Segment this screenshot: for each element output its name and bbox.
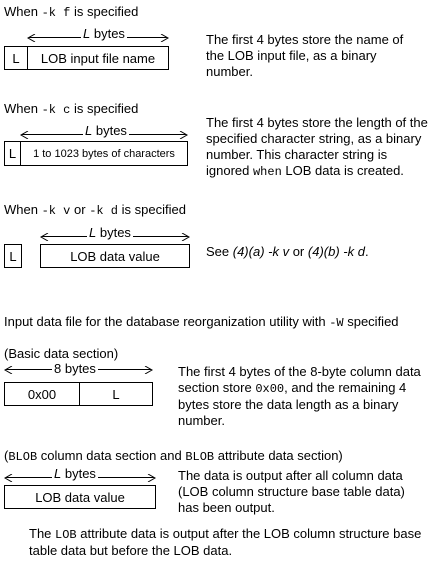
length-label-k-v-d: L bytes bbox=[89, 225, 131, 240]
desc-blob: The data is output after all column data (LOB column structure base table data) has been output. bbox=[178, 468, 405, 515]
heading-k-f-pre: When bbox=[4, 4, 42, 19]
reference-k-d: (4)(b) -k d bbox=[307, 244, 365, 259]
desc-basic: The first 4 bytes of the 8-byte column data section store 0x00, and the remaining 4 bytes store the data length as a binary number. bbox=[178, 364, 421, 428]
basic-cell-length: L bbox=[79, 382, 153, 406]
heading-reorg-utility: Input data file for the database reorganization utility with -W specified bbox=[4, 314, 399, 330]
heading-basic-data-section: (Basic data section) bbox=[4, 346, 119, 361]
heading-blob-code-1: BLOB bbox=[8, 450, 38, 464]
basic-cell-0x00: 0x00 bbox=[4, 382, 80, 406]
length-label-k-c: L bytes bbox=[85, 123, 127, 138]
heading-k-f-code: -k f bbox=[41, 6, 71, 20]
heading-k-c bbox=[4, 101, 138, 118]
reference-k-v: (4)(a) -k v bbox=[232, 244, 290, 259]
length-field-box: L bbox=[4, 244, 22, 268]
heading-blob-code-2: BLOB bbox=[185, 450, 215, 464]
length-label-blob: L bytes bbox=[54, 466, 96, 481]
lob-input-file-name-box: LOB input file name bbox=[27, 46, 169, 70]
length-label-k-f: L bytes bbox=[83, 26, 125, 41]
heading-code-k-v: -k v bbox=[41, 204, 71, 218]
heading-k-c-pre: When bbox=[4, 101, 42, 116]
footer-code-lob: LOB bbox=[55, 528, 77, 542]
lob-data-value-box: LOB data value bbox=[40, 244, 190, 268]
length-label-basic: 8 bytes bbox=[54, 361, 96, 376]
desc-k-f: The first 4 bytes store the name of the LOB input file, as a binary number. bbox=[206, 32, 404, 79]
heading-reorg-code: -W bbox=[329, 316, 344, 330]
heading-k-v-d: When -k v or -k d is specified bbox=[4, 202, 186, 218]
heading-k-c-code: -k c bbox=[41, 103, 71, 117]
heading-k-f bbox=[4, 4, 138, 21]
heading-k-c-post: is specified bbox=[70, 101, 139, 116]
footer-note: The LOB attribute data is output after the LOB column structure base table data but before the LOB data. bbox=[29, 526, 422, 558]
length-field-box: L bbox=[4, 46, 28, 70]
character-string-box: 1 to 1023 bytes of characters bbox=[20, 141, 188, 166]
heading-code-k-d: -k d bbox=[89, 204, 118, 218]
heading-k-f-post: is specified bbox=[70, 4, 139, 19]
blob-lob-data-value-box: LOB data value bbox=[4, 485, 156, 509]
length-field-box: L bbox=[4, 141, 21, 166]
heading-blob-sections: (BLOB column data section and BLOB attribute data section) bbox=[4, 448, 343, 464]
desc-k-c: The first 4 bytes store the length of the specified character string, as a binary number. This character string is ignored when LOB data is created. bbox=[206, 115, 428, 179]
see-reference: See (4)(a) -k v or (4)(b) -k d. bbox=[206, 244, 369, 259]
